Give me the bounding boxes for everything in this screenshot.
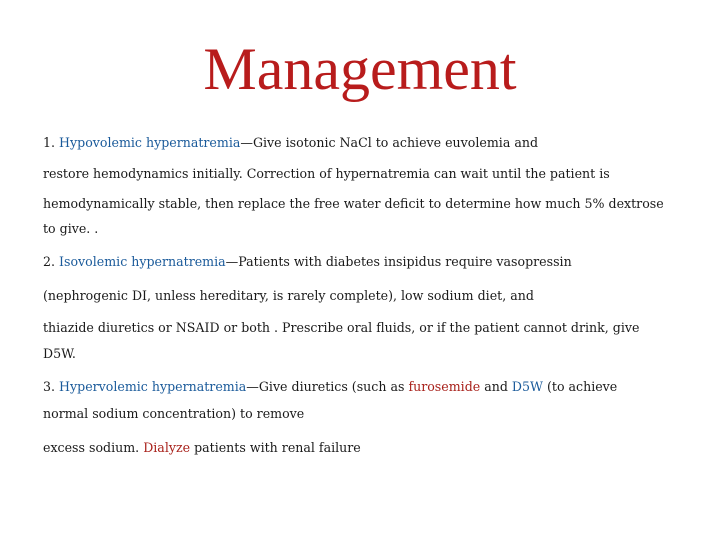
item-2-line-1 [43, 253, 572, 271]
item-3-text-a: —Give diuretics (such as [246, 379, 409, 394]
item-3-text-d: excess sodium. [43, 440, 144, 455]
furosemide-link[interactable]: furosemide [408, 379, 481, 394]
item-2-text: —Patients with diabetes insipidus require vasopressin [225, 254, 572, 269]
item-1-line-2: restore hemodynamics initially. Correction of hypernatremia can wait until the patient is [43, 166, 610, 181]
item-3-text-b: and [480, 379, 512, 394]
item-1-line-4: to give. . [43, 221, 99, 236]
item-2-line-4: D5W. [43, 346, 76, 361]
item-3-line-3 [43, 439, 361, 457]
item-2-number: 2. [43, 254, 60, 269]
item-1-line-3: hemodynamically stable, then replace the free water deficit to determine how much 5% dextrose [43, 196, 664, 211]
item-3-text-c: (to achieve [542, 379, 618, 394]
item-1-term-link[interactable]: Hypovolemic hypernatremia [59, 135, 241, 150]
item-3-number: 3. [43, 379, 60, 394]
d5w-link[interactable]: D5W [511, 379, 543, 394]
item-1-text: —Give isotonic NaCl to achieve euvolemia and [240, 135, 539, 150]
item-3-text-e: patients with renal failure [190, 440, 361, 455]
item-1-line-1 [43, 134, 538, 152]
item-3-line-1 [43, 378, 617, 396]
item-1-number: 1. [43, 135, 60, 150]
item-2-line-3: thiazide diuretics or NSAID or both . Prescribe oral fluids, or if the patient cannot drink, give [43, 320, 640, 335]
item-2-term-link[interactable]: Isovolemic hypernatremia [59, 254, 226, 269]
item-3-line-2: normal sodium concentration) to remove [43, 406, 305, 421]
item-2-line-2: (nephrogenic DI, unless hereditary, is rarely complete), low sodium diet, and [43, 288, 534, 303]
slide-title: Management [203, 36, 517, 102]
dialyze-link[interactable]: Dialyze [143, 440, 191, 455]
item-3-term-link[interactable]: Hypervolemic hypernatremia [59, 379, 247, 394]
